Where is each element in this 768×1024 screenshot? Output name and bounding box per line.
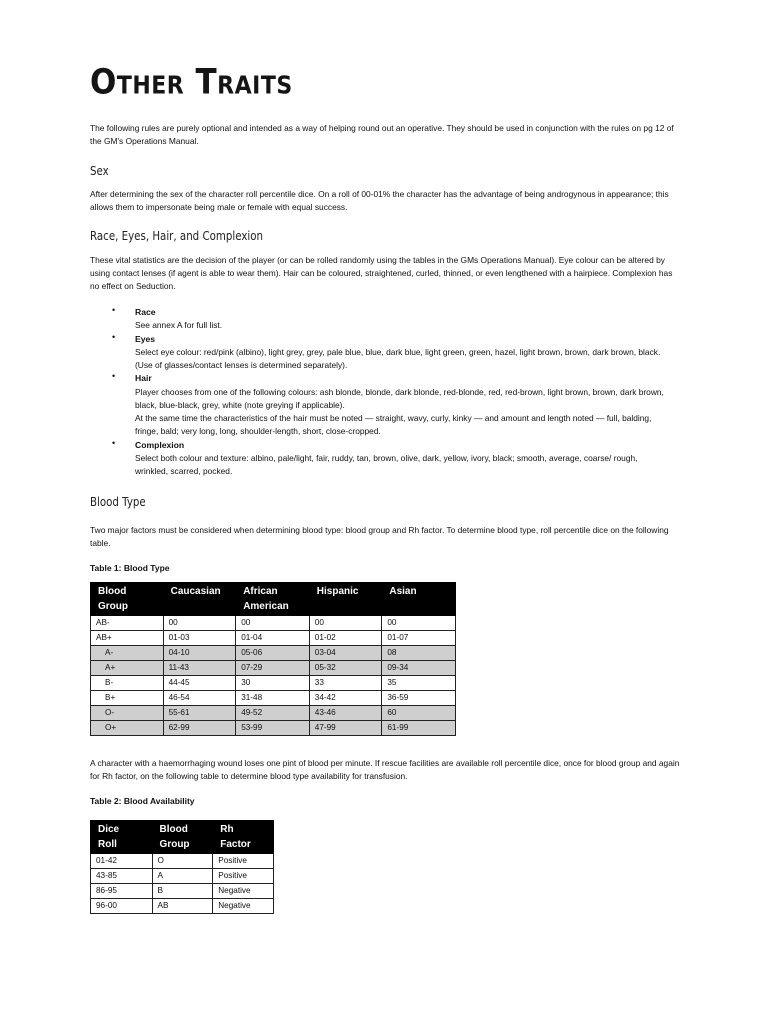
table-cell: 46-54 — [163, 691, 236, 706]
table-row — [91, 691, 456, 706]
list-item-eyes — [110, 333, 670, 373]
table-row — [91, 869, 274, 884]
blood-type-paragraph: Two major factors must be considered when determining blood type: blood group and Rh factor. To determine blood type, roll percentile dice on the following table. — [90, 525, 669, 549]
sex-paragraph: After determining the sex of the character roll percentile dice. On a roll of 00-01% the character has the advantage of being androgynous in appearance; this allows them to impersonate being male or female with equal success. — [90, 189, 669, 213]
table-cell: 60 — [382, 706, 456, 721]
table-cell: Positive — [213, 854, 274, 869]
column-header-asian: Asian — [382, 583, 456, 616]
table-cell: 05-32 — [309, 661, 382, 676]
intro-paragraph: The following rules are purely optional and intended as a way of helping round out an operative. They should be used in conjunction with the rules on pg 12 of the GM's Operations Manual. — [90, 123, 674, 147]
list-item-label: Eyes — [135, 333, 156, 344]
table-cell: 00 — [382, 616, 456, 631]
race-paragraph: These vital statistics are the decision of the player (or can be rolled randomly using the tables in the GMs Operations Manual). Eye colour can be altered by using contact lenses (if agent is able to wear them). Hair can be coloured, straightened, curled, thinned, or even lengthened with a hairpiece. Complexion has no effect on Seduction. — [90, 255, 673, 292]
table-cell: 44-45 — [163, 676, 236, 691]
table-cell: Negative — [213, 884, 274, 899]
table-row — [91, 884, 274, 899]
table-row — [91, 661, 456, 676]
blood-type-heading: Blood Type — [90, 494, 146, 509]
table-cell: 61-99 — [382, 721, 456, 736]
list-item-hair — [110, 372, 670, 438]
table-cell: 35 — [382, 676, 456, 691]
table-cell: 43-85 — [91, 869, 153, 884]
table-cell: 01-42 — [91, 854, 153, 869]
table-row — [91, 676, 456, 691]
list-item-text: Select both colour and texture: albino, pale/light, fair, ruddy, tan, brown, olive, dark, yellow, ivory, black; smooth, average, coarse/ rough, wrinkled, scarred, pocked. — [135, 453, 638, 477]
table-cell: 33 — [309, 676, 382, 691]
table-cell: A+ — [91, 661, 164, 676]
table-row — [91, 616, 456, 631]
table-cell: 00 — [236, 616, 310, 631]
table-cell: 96-00 — [91, 899, 153, 914]
table-cell: 62-99 — [163, 721, 236, 736]
column-header-hispanic: Hispanic — [309, 583, 382, 616]
column-header-blood-group: Blood Group — [152, 821, 213, 854]
column-header-caucasian: Caucasian — [163, 583, 236, 616]
column-header-african-american: African American — [236, 583, 310, 616]
table-cell: O+ — [91, 721, 164, 736]
table-cell: AB+ — [91, 631, 164, 646]
blood-type-table — [90, 582, 456, 736]
column-header-rh-factor: Rh Factor — [213, 821, 274, 854]
table-cell: 55-61 — [163, 706, 236, 721]
table-row — [91, 706, 456, 721]
table-cell: Positive — [213, 869, 274, 884]
list-item-text-2: At the same time the characteristics of the hair must be noted — straight, wavy, curly, kinky — and amount and length noted — full, balding, fringe, bald; very long, long, shoulder-length, short, close-cropped. — [135, 413, 652, 437]
table-cell: 11-43 — [163, 661, 236, 676]
list-item-text: Select eye colour: red/pink (albino), light grey, grey, pale blue, blue, dark blue, light green, green, hazel, light brown, brown, dark brown, black.(Use of glasses/contact lenses is determined separately). — [135, 347, 661, 371]
table-row — [91, 854, 274, 869]
list-item-complexion — [110, 439, 670, 479]
table-row — [91, 721, 456, 736]
table-cell: 43-46 — [309, 706, 382, 721]
table-cell: 03-04 — [309, 646, 382, 661]
table-cell: 53-99 — [236, 721, 310, 736]
table-row — [91, 899, 274, 914]
race-heading: Race, Eyes, Hair, and Complexion — [90, 228, 264, 243]
table-cell: 34-42 — [309, 691, 382, 706]
table-cell: O- — [91, 706, 164, 721]
list-item-label: Complexion — [135, 439, 185, 450]
table-cell: 08 — [382, 646, 456, 661]
traits-list — [110, 306, 670, 478]
table-cell: 00 — [309, 616, 382, 631]
table-row — [91, 631, 456, 646]
table-row — [91, 646, 456, 661]
blood-availability-table — [90, 820, 274, 914]
table-cell: 30 — [236, 676, 310, 691]
table-cell: B — [152, 884, 213, 899]
sex-heading: Sex — [90, 163, 109, 178]
list-item-text: See annex A for full list. — [135, 320, 223, 331]
list-item-label: Hair — [135, 373, 152, 384]
table-cell: 00 — [163, 616, 236, 631]
table-cell: 47-99 — [309, 721, 382, 736]
list-item-race — [110, 306, 670, 333]
table-cell: B- — [91, 676, 164, 691]
table-cell: AB- — [91, 616, 164, 631]
table-cell: O — [152, 854, 213, 869]
table1-caption: Table 1: Blood Type — [90, 563, 170, 573]
column-header-dice-roll: Dice Roll — [91, 821, 153, 854]
list-item-label: Race — [135, 307, 156, 317]
table-cell: 01-04 — [236, 631, 310, 646]
bullet-icon: • — [112, 305, 116, 315]
column-header-blood-group: Blood Group — [91, 583, 164, 616]
bullet-icon: • — [112, 437, 116, 448]
table-cell: 01-07 — [382, 631, 456, 646]
table-cell: B+ — [91, 691, 164, 706]
table-cell: 04-10 — [163, 646, 236, 661]
table-cell: 01-03 — [163, 631, 236, 646]
table-cell: 31-48 — [236, 691, 310, 706]
table-cell: A- — [91, 646, 164, 661]
table-cell: 36-59 — [382, 691, 456, 706]
table2-caption: Table 2: Blood Availability — [90, 796, 195, 806]
haemorrhage-paragraph: A character with a haemorrhaging wound loses one pint of blood per minute. If rescue facilities are available roll percentile dice, once for blood group and again for Rh factor, on the following table to determine blood type availability for transfusion. — [90, 758, 680, 782]
table-cell: 05-06 — [236, 646, 310, 661]
table-header-row — [91, 583, 456, 616]
table-cell: 07-29 — [236, 661, 310, 676]
table-cell: 49-52 — [236, 706, 310, 721]
list-item-text: Player chooses from one of the following colours: ash blonde, blonde, dark blonde, red-blonde, red, red-brown, light brown, brown, dark brown, black, blue-black, grey, white (note greying if applicable). — [135, 386, 664, 411]
table-cell: 01-02 — [309, 631, 382, 646]
table-header-row — [91, 821, 274, 854]
table-cell: Negative — [213, 899, 274, 914]
page-title: Other Traits — [90, 62, 293, 103]
table-cell: 09-34 — [382, 661, 456, 676]
bullet-icon: • — [112, 371, 116, 382]
bullet-icon: • — [112, 331, 116, 342]
table-cell: 86-95 — [91, 884, 153, 899]
table-cell: AB — [152, 899, 213, 914]
table-cell: A — [152, 869, 213, 884]
